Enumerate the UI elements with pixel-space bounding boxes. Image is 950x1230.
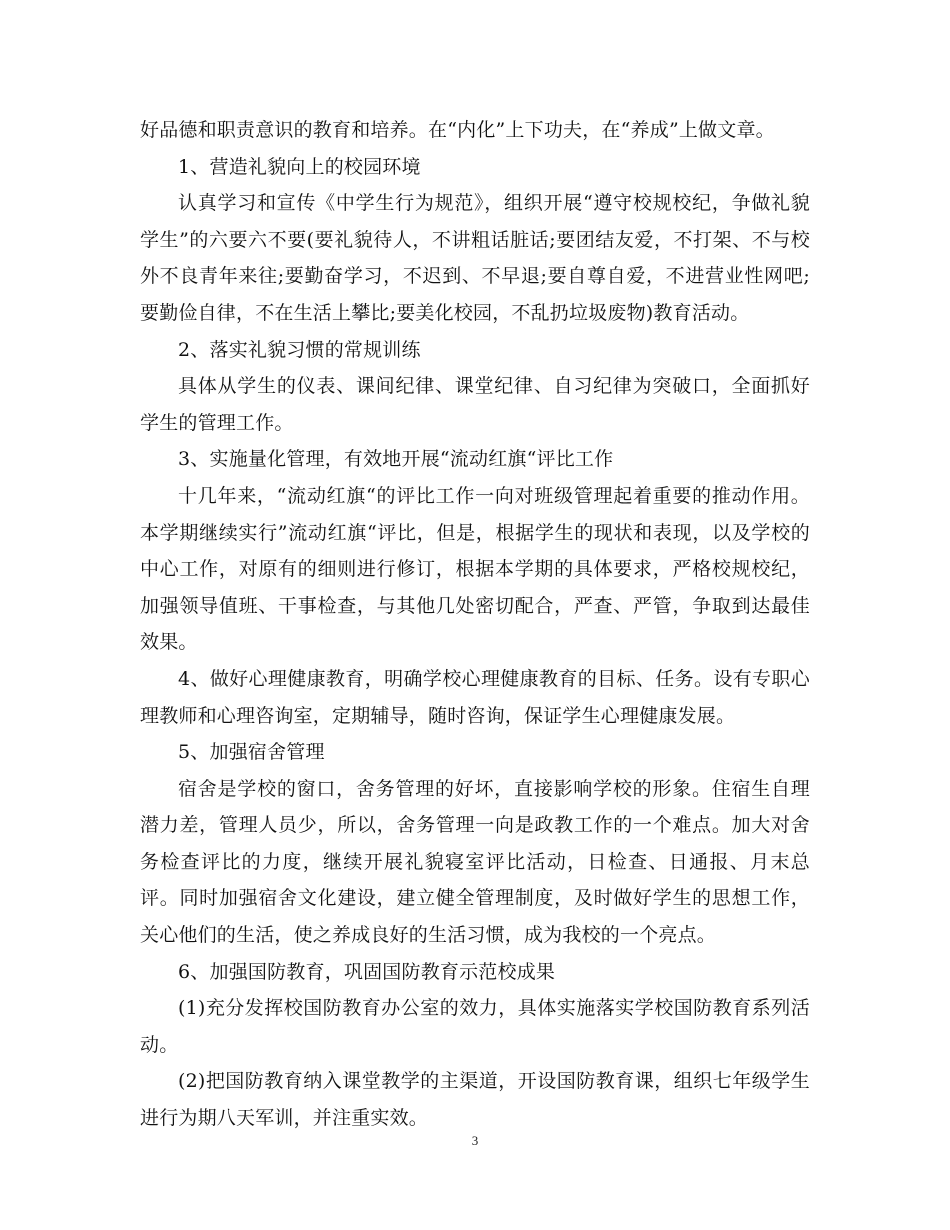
section-heading: 3、实施量化管理，有效地开展“流动红旗“评比工作 bbox=[178, 448, 614, 471]
document-body bbox=[140, 112, 810, 1137]
section-heading: 5、加强宿舍管理 bbox=[178, 741, 325, 764]
paragraph: 4、做好心理健康教育，明确学校心理健康教育的目标、任务。设有专职心理教师和心理咨询室，定期辅导，随时咨询，保证学生心理健康发展。 bbox=[140, 667, 810, 727]
paragraph: 具体从学生的仪表、课间纪律、课堂纪律、自习纪律为突破口，全面抓好学生的管理工作。 bbox=[140, 375, 810, 434]
section-heading: 1、营造礼貌向上的校园环境 bbox=[178, 155, 421, 178]
section-heading: 6、加强国防教育，巩固国防教育示范校成果 bbox=[178, 960, 556, 983]
section-heading: 2、落实礼貌习惯的常规训练 bbox=[178, 338, 421, 361]
paragraph: 好品德和职责意识的教育和培养。在“内化”上下功夫，在“养成”上做文章。 bbox=[140, 119, 775, 141]
paragraph: 宿舍是学校的窗口，舍务管理的好坏，直接影响学校的形象。住宿生自理潜力差，管理人员少，所以，舍务管理一向是政教工作的一个难点。加大对舍务检查评比的力度，继续开展礼貌寝室评比活动，日检查、日通报、月末总评。同时加强宿舍文化建设，建立健全管理制度，及时做好学生的思想工作，关心他们的生活，使之养成良好的生活习惯，成为我校的一个亮点。 bbox=[140, 777, 810, 947]
paragraph: 十几年来，“流动红旗“的评比工作一向对班级管理起着重要的推动作用。本学期继续实行”流动红旗“评比，但是，根据学生的现状和表现，以及学校的中心工作，对原有的细则进行修订，根据本学期的具体要求，严格校规校纪，加强领导值班、干事检查，与其他几处密切配合，严查、严管，争取到达最佳效果。 bbox=[140, 484, 810, 654]
list-item: (1)充分发挥校国防教育办公室的效力，具体实施落实学校国防教育系列活动。 bbox=[140, 997, 810, 1056]
page-number: 3 bbox=[471, 1133, 479, 1148]
list-item: (2)把国防教育纳入课堂教学的主渠道，开设国防教育课，组织七年级学生进行为期八天军训，并注重实效。 bbox=[140, 1070, 810, 1130]
paragraph: 认真学习和宣传《中学生行为规范》，组织开展“遵守校规校纪，争做礼貌学生”的六要六不要(要礼貌待人，不讲粗话脏话;要团结友爱，不打架、不与校外不良青年来往;要勤奋学习，不迟到、不早退;要自尊自爱，不进营业性网吧;要勤俭自律，不在生活上攀比;要美化校园，不乱扔垃圾废物)教育活动。 bbox=[140, 192, 810, 324]
